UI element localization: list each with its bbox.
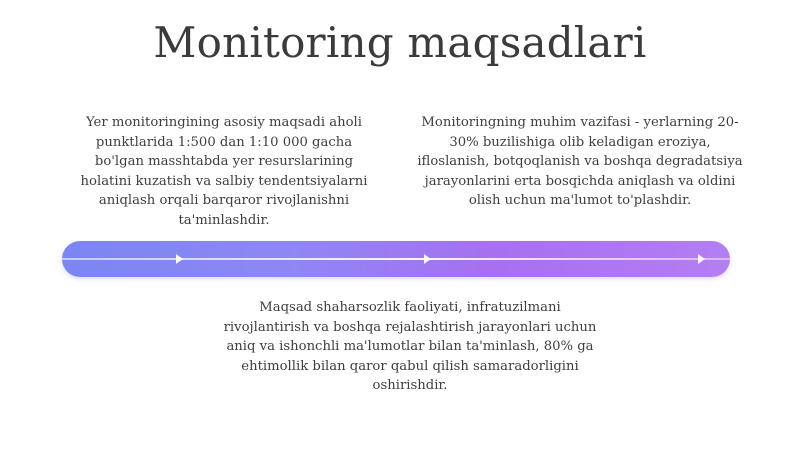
goal-paragraph-left: Yer monitoringining asosiy maqsadi aholi punktlarida 1:500 dan 1:10 000 gacha bo'lgan masshtabda yer resurslarining holatini kuzatish va salbiy tendentsiyalarni aniqlash orqali barqaror rivojlanishni ta'minlashdir. (80, 115, 368, 228)
goal-paragraph-right: Monitoringning muhim vazifasi - yerlarning 20-30% buzilishiga olib keladigan eroziya, ifloslanish, botqoqlanish va boshqa degradatsiya jarayonlarini erta bosqichda aniqlash va oldini olish uchun ma'lumot to'plashdir. (417, 115, 743, 208)
timeline-arrow-icon (176, 254, 183, 264)
timeline-arrow-icon (424, 254, 431, 264)
timeline-line (62, 258, 730, 260)
timeline-bar (62, 241, 730, 277)
goal-paragraph-bottom: Maqsad shaharsozlik faoliyati, infratuzilmani rivojlantirish va boshqa rejalashtirish jarayonlari uchun aniq va ishonchli ma'lumotlar bilan ta'minlash, 80% ga ehtimollik bilan qaror qabul qilish samaradorligini oshirishdir. (223, 300, 597, 393)
slide-title: Monitoring maqsadlari (153, 18, 647, 67)
timeline-arrow-icon (698, 254, 705, 264)
